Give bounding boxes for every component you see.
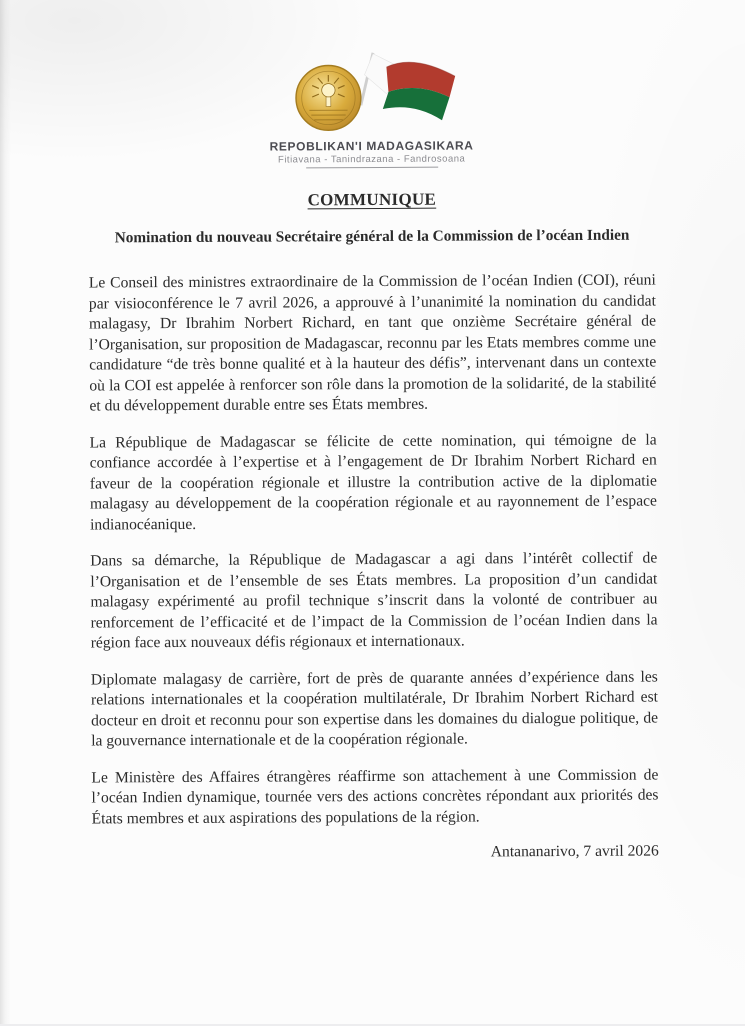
logo-motto: Fitiavana - Tanindrazana - Fandrosoana (88, 153, 655, 167)
document-body (89, 271, 659, 864)
letterhead (88, 49, 656, 170)
paragraph-4: Diplomate malagasy de carrière, fort de près de quarante années d’expérience dans les relations internationales et la coopération multilatérale, Dr Ibrahim Norbert Richard est docteur en droit et reconnu pour son expertise dans les domaines du dialogue politique, de la gouvernance internationale et de la coopération régionale. (91, 667, 658, 752)
paragraph-3: Dans sa démarche, la République de Madagascar a agi dans l’intérêt collectif de l’Organisation et de l’ensemble de ses États membres. La proposition d’un candidat malagasy expérimenté au profil technique s’inscrit dans la volonté de contribuer au renforcement de l’efficacité et de l’impact de la Commission de l’océan Indien dans la région face aux nouveaux défis régionaux et internationaux. (90, 549, 658, 654)
dateline: Antananarivo, 7 avril 2026 (92, 843, 659, 864)
logo-country-name: REPOBLIKAN'I MADAGASIKARA (88, 138, 655, 155)
document-title: COMMUNIQUE (88, 189, 655, 212)
madagascar-flag-icon (364, 53, 455, 120)
madagascar-emblem-icon (279, 50, 464, 133)
motto-underline (306, 167, 438, 169)
paragraph-5: Le Ministère des Affaires étrangères réaffirme son attachement à une Commission de l’océan Indien dynamique, tournée vers des actions concrètes répondant aux priorités des États membres et aux aspirations des populations de la région. (91, 765, 658, 829)
document-subtitle: Nomination du nouveau Secrétaire général de la Commission de l’océan Indien (89, 227, 656, 248)
paragraph-1: Le Conseil des ministres extraordinaire de la Commission de l’océan Indien (COI), réuni par visioconférence le 7 avril 2026, a approuvé à l’unanimité la nomination du candidat malagasy, Dr Ibrahim Norbert Richard, en tant que onzième Secrétaire général de l’Organisation, sur proposition de Madagascar, reconnu par les Etats membres comme une candidature “de très bonne qualité et à la hauteur des défis”, intervenant dans un contexte où la COI est appelée à renforcer son rôle dans la promotion de la solidarité, de la stabilité et du développement durable entre ses États membres. (89, 271, 657, 417)
paragraph-2: La République de Madagascar se félicite de cette nomination, qui témoigne de la confiance accordée à l’expertise et à l’engagement de Dr Ibrahim Norbert Richard en faveur de la coopération régionale et illustre la contribution active de la diplomatie malagasy au développement de la coopération régionale et au rayonnement de l’espace indianocéanique. (90, 430, 658, 535)
madagascar-seal-icon (296, 65, 361, 130)
